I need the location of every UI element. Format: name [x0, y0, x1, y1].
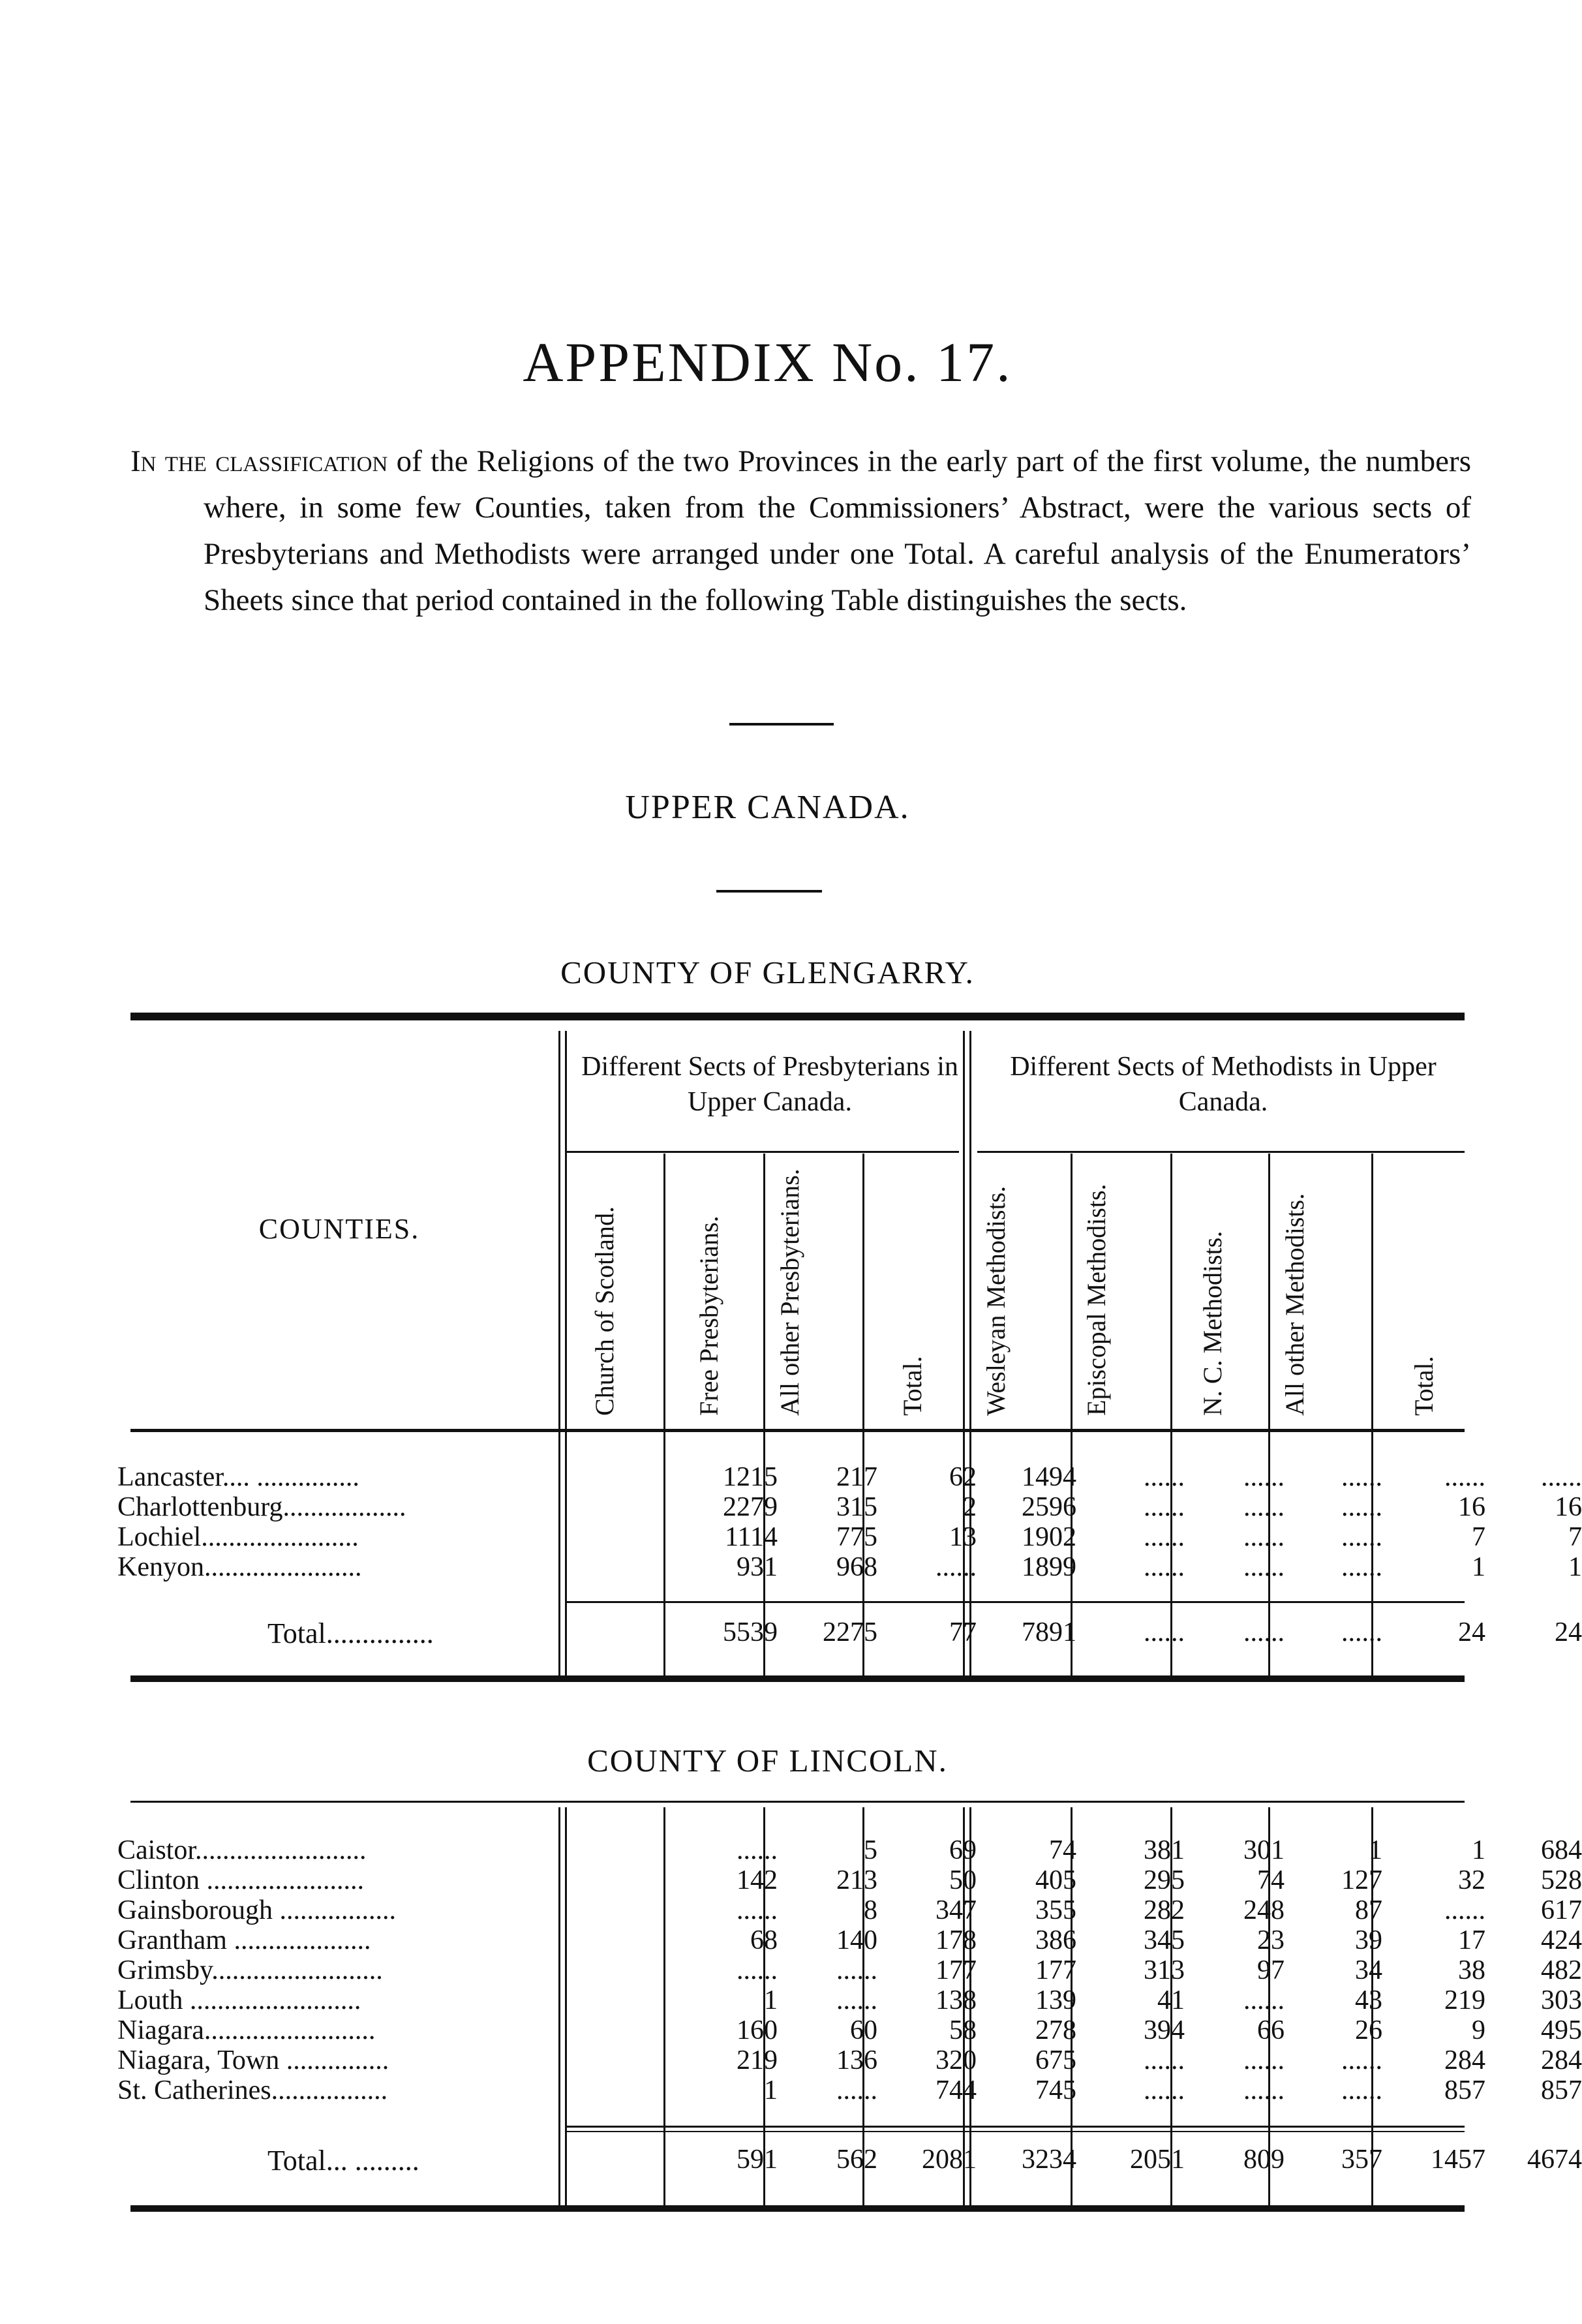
table-row: [117, 2015, 1582, 2045]
county-title-lincoln: COUNTY OF LINCOLN.: [587, 1743, 948, 1779]
cell: ......: [1341, 1617, 1382, 1647]
cell: 381: [1144, 1835, 1185, 1865]
cell: 684: [1541, 1835, 1582, 1865]
col-head-wesleyan: Wesleyan Methodists.: [981, 1185, 1011, 1416]
cell: ......: [1444, 1462, 1485, 1492]
cell: 2051: [1130, 2145, 1185, 2175]
cell: 301: [1243, 1835, 1285, 1865]
cell: 69: [949, 1835, 977, 1865]
cell: 675: [1035, 2045, 1076, 2075]
cell: 66: [1257, 2015, 1285, 2045]
cell: 50: [949, 1865, 977, 1895]
total-row: [117, 2144, 1582, 2177]
cell: ......: [1243, 2045, 1285, 2075]
cell: ......: [1243, 1552, 1285, 1582]
intro-paragraph: [130, 438, 1471, 624]
cell: 74: [1257, 1865, 1285, 1895]
header-methodist-group: Different Sects of Methodists in Upper Canada.: [1010, 1052, 1437, 1117]
total-row: [117, 1617, 1582, 1649]
cell: 405: [1035, 1865, 1076, 1895]
cell: ......: [737, 1895, 778, 1925]
cell: 7: [1472, 1522, 1485, 1552]
cell: 219: [737, 2045, 778, 2075]
cell: 127: [1341, 1865, 1382, 1895]
cell: 347: [936, 1895, 977, 1925]
divider-rule: [729, 723, 834, 726]
cell: 744: [936, 2075, 977, 2105]
cell: 23: [1257, 1925, 1285, 1955]
cell: 62: [949, 1462, 977, 1492]
cell: 139: [1035, 1985, 1076, 2015]
divider-rule: [716, 890, 822, 893]
table-row: [117, 1925, 1582, 1955]
cell: 178: [936, 1925, 977, 1955]
col-head-methodist-total: Total.: [1409, 1356, 1438, 1416]
intro-text: of the Religions of the two Provinces in the early part of the first volume, the numbers where, in some few Counties, taken from the Commissioners’ Abstract, were the various sects of Presbyterians and Methodists were arranged under one Total. A careful analysis of the Enumerators’ Sheets since that period contained in the following Table distinguishes the sects.: [204, 444, 1471, 617]
cell: 355: [1035, 1895, 1076, 1925]
cell: 394: [1144, 2015, 1185, 2045]
cell: 282: [1144, 1895, 1185, 1925]
cell: 857: [1541, 2075, 1582, 2105]
table-row: [117, 1491, 1582, 1522]
group-rule: [566, 1151, 959, 1153]
county-name: Lancaster.... ...............: [117, 1462, 359, 1492]
cell: 424: [1541, 1925, 1582, 1955]
cell: 16: [1555, 1492, 1582, 1522]
col-line: [1268, 1154, 1270, 1677]
cell: 2275: [823, 1617, 877, 1647]
cell: 1114: [725, 1522, 778, 1552]
county-name: Gainsborough .................: [117, 1895, 396, 1925]
cell: ......: [1341, 2045, 1382, 2075]
header-bottom-rule: [130, 1429, 1465, 1432]
total-rule: [566, 2126, 1465, 2128]
col-line: [1071, 1154, 1072, 1677]
cell: 1902: [1022, 1522, 1076, 1552]
cell: 278: [1035, 2015, 1076, 2045]
cell: 9: [1472, 2015, 1485, 2045]
col-head-church-of-scotland: Church of Scotland.: [590, 1206, 619, 1416]
county-name: Lochiel.......................: [117, 1522, 359, 1552]
cell: ......: [737, 1955, 778, 1985]
col-head-presbyterian-total: Total.: [898, 1356, 927, 1416]
cell: 357: [1341, 2145, 1382, 2175]
cell: 32: [1458, 1865, 1485, 1895]
cell: 24: [1555, 1617, 1582, 1647]
section-title: UPPER CANADA.: [625, 789, 910, 826]
table-row: [117, 2075, 1582, 2105]
cell: 142: [737, 1865, 778, 1895]
cell: 248: [1243, 1895, 1285, 1925]
cell: 2: [963, 1492, 977, 1522]
header-counties: COUNTIES.: [258, 1213, 420, 1245]
cell: 136: [836, 2045, 877, 2075]
cell: ......: [936, 1552, 977, 1582]
cell: 160: [737, 2015, 778, 2045]
table-row: [117, 1835, 1582, 1865]
cell: 4674: [1527, 2145, 1582, 2175]
cell: 528: [1541, 1865, 1582, 1895]
cell: ......: [1243, 1617, 1285, 1647]
col-head-other-presbyterians: All other Presbyterians.: [775, 1169, 804, 1416]
cell: 5: [864, 1835, 877, 1865]
cell: ......: [1144, 1522, 1185, 1552]
cell: 74: [1049, 1835, 1076, 1865]
table-row: [117, 1985, 1582, 2015]
cell: 2279: [723, 1492, 778, 1522]
table-bottom-rule: [130, 2205, 1465, 2212]
table-row: [117, 1521, 1582, 1552]
county-name: Caistor.........................: [117, 1835, 367, 1865]
table-row: [117, 1865, 1582, 1895]
cell: 3234: [1022, 2145, 1076, 2175]
county-name: Clinton .......................: [117, 1865, 365, 1895]
cell: ......: [1144, 2045, 1185, 2075]
cell: 313: [1144, 1955, 1185, 1985]
cell: 1: [1472, 1835, 1485, 1865]
cell: ......: [836, 1985, 877, 2015]
county-title-glengarry: COUNTY OF GLENGARRY.: [560, 955, 975, 990]
cell: ......: [1144, 1462, 1185, 1492]
cell: 13: [949, 1522, 977, 1552]
cell: 60: [850, 2015, 877, 2045]
cell: 320: [936, 2045, 977, 2075]
cell: 7: [1568, 1522, 1582, 1552]
cell: ......: [1144, 1552, 1185, 1582]
cell: 1: [764, 2075, 778, 2105]
cell: 284: [1444, 2045, 1485, 2075]
cell: 97: [1257, 1955, 1285, 1985]
cell: ......: [1341, 2075, 1382, 2105]
cell: 1: [1568, 1552, 1582, 1582]
cell: ......: [1144, 2075, 1185, 2105]
cell: ......: [737, 1835, 778, 1865]
col-line: [1170, 1154, 1172, 1677]
cell: 219: [1444, 1985, 1485, 2015]
total-rule: [566, 1601, 1465, 1603]
cell: 1: [764, 1985, 778, 2015]
cell: 1899: [1022, 1552, 1076, 1582]
cell: 43: [1355, 1985, 1382, 2015]
cell: 482: [1541, 1955, 1582, 1985]
appendix-title: APPENDIX No. 17.: [523, 331, 1012, 393]
group-rule: [977, 1151, 1465, 1153]
cell: 2081: [922, 2145, 977, 2175]
cell: 968: [836, 1552, 877, 1582]
col-head-episcopal: Episcopal Methodists.: [1082, 1184, 1111, 1416]
cell: ......: [1341, 1552, 1382, 1582]
col-line: [763, 1154, 765, 1677]
cell: 303: [1541, 1985, 1582, 2015]
col-head-free-presbyterians: Free Presbyterians.: [694, 1216, 723, 1416]
cell: 41: [1157, 1985, 1185, 2015]
cell: ......: [1341, 1462, 1382, 1492]
total-label: Total...............: [267, 1617, 434, 1649]
cell: 562: [836, 2145, 877, 2175]
cell: 140: [836, 1925, 877, 1955]
county-name: St. Catherines.................: [117, 2075, 388, 2105]
col-line: [862, 1154, 864, 1677]
cell: 5539: [723, 1617, 778, 1647]
county-name: Grimsby.........................: [117, 1955, 383, 1985]
cell: ......: [1243, 1985, 1285, 2015]
cell: 931: [737, 1552, 778, 1582]
cell: 177: [936, 1955, 977, 1985]
cell: 77: [949, 1617, 977, 1647]
col-line: [1371, 1154, 1373, 1677]
cell: 1: [1472, 1552, 1485, 1582]
cell: ......: [1541, 1462, 1582, 1492]
cell: 26: [1355, 2015, 1382, 2045]
cell: ......: [836, 2075, 877, 2105]
cell: ......: [836, 1955, 877, 1985]
cell: 315: [836, 1492, 877, 1522]
cell: 68: [750, 1925, 778, 1955]
table-top-rule: [130, 1013, 1465, 1020]
col-head-other-methodists: All other Methodists.: [1280, 1193, 1309, 1416]
cell: 8: [864, 1895, 877, 1925]
cell: 16: [1458, 1492, 1485, 1522]
cell: ......: [1243, 1492, 1285, 1522]
county-name: Kenyon.......................: [117, 1552, 362, 1582]
county-name: Grantham ....................: [117, 1925, 371, 1955]
col-head-nc-methodists: N. C. Methodists.: [1198, 1231, 1227, 1416]
cell: 345: [1144, 1925, 1185, 1955]
cell: ......: [1243, 1462, 1285, 1492]
cell: 217: [836, 1462, 877, 1492]
county-name: Charlottenburg..................: [117, 1492, 406, 1522]
cell: 38: [1458, 1955, 1485, 1985]
cell: 177: [1035, 1955, 1076, 1985]
cell: 617: [1541, 1895, 1582, 1925]
total-label: Total... .........: [267, 2145, 419, 2177]
cell: 58: [949, 2015, 977, 2045]
cell: 745: [1035, 2075, 1076, 2105]
cell: 34: [1355, 1955, 1382, 1985]
county-name: Niagara.........................: [117, 2015, 376, 2045]
cell: 1494: [1022, 1462, 1076, 1492]
cell: 24: [1458, 1617, 1485, 1647]
col-line: [663, 1154, 665, 1677]
table-row: [117, 1895, 1582, 1925]
table-row: [117, 1955, 1582, 1985]
cell: 386: [1035, 1925, 1076, 1955]
county-name: Louth .........................: [117, 1985, 361, 2015]
cell: 495: [1541, 2015, 1582, 2045]
cell: ......: [1444, 1895, 1485, 1925]
header-presbyterian-group: Different Sects of Presbyterians in Upper Canada.: [581, 1052, 958, 1117]
cell: ......: [1341, 1522, 1382, 1552]
cell: 39: [1355, 1925, 1382, 1955]
cell: ......: [1243, 1522, 1285, 1552]
cell: 1: [1369, 1835, 1382, 1865]
cell: ......: [1144, 1492, 1185, 1522]
cell: ......: [1341, 1492, 1382, 1522]
cell: 1457: [1431, 2145, 1485, 2175]
cell: 138: [936, 1985, 977, 2015]
total-rule: [566, 2131, 1465, 2132]
cell: 1215: [723, 1462, 778, 1492]
cell: 591: [737, 2145, 778, 2175]
cell: 775: [836, 1522, 877, 1552]
cell: 2596: [1022, 1492, 1076, 1522]
table-row: [117, 1461, 1582, 1492]
table-row: [117, 1552, 1582, 1582]
county-name: Niagara, Town ...............: [117, 2045, 389, 2075]
intro-lead: In the classification: [130, 444, 388, 478]
cell: 17: [1458, 1925, 1485, 1955]
table-row: [117, 2045, 1582, 2075]
cell: ......: [1243, 2075, 1285, 2105]
cell: 809: [1243, 2145, 1285, 2175]
table-bottom-rule: [130, 1675, 1465, 1682]
cell: 7891: [1022, 1617, 1076, 1647]
table-top-rule: [130, 1801, 1465, 1803]
cell: ......: [1144, 1617, 1185, 1647]
cell: 87: [1355, 1895, 1382, 1925]
cell: 295: [1144, 1865, 1185, 1895]
cell: 857: [1444, 2075, 1485, 2105]
cell: 284: [1541, 2045, 1582, 2075]
cell: 213: [836, 1865, 877, 1895]
